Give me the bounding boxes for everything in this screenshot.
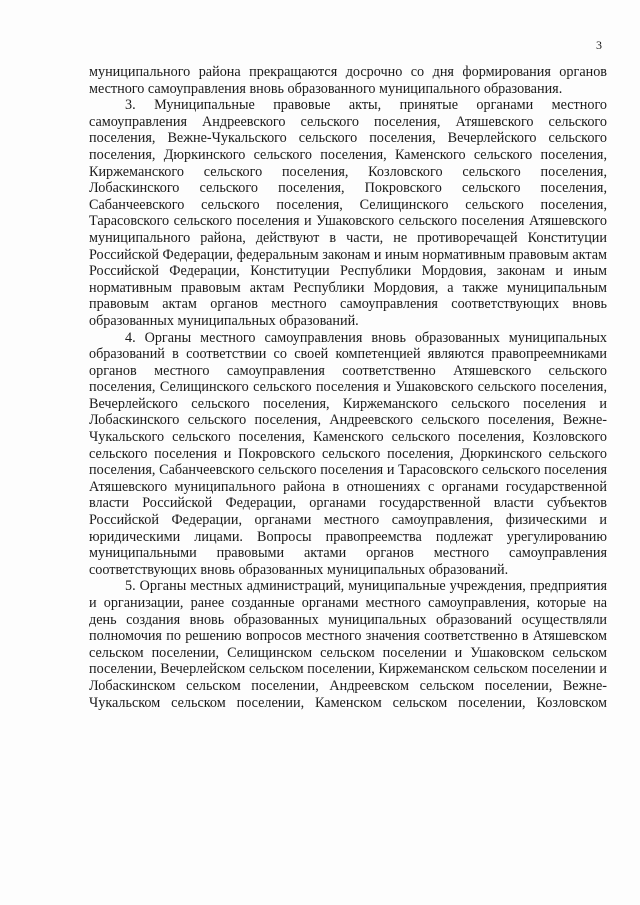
- paragraph-continuation: муниципального района прекращаются досрочно со дня формирования органов местного самоуправления вновь образованного муниципального образования.: [89, 64, 607, 97]
- document-body: [89, 64, 607, 711]
- paragraph-item-5: 5. Органы местных администраций, муниципальные учреждения, предприятия и организации, ранее созданные органами местного самоуправления, которые на день создания вновь образованных муниципальных образований осуществляли полномочия по решению вопросов местного значения соответственно в Атяшевском сельском поселении, Селищинском сельском поселении и Ушаковском сельском поселении, Вечерлейском сельском поселении, Киржеманском сельском поселении и Лобаскинском сельском поселении, Андреевском сельском поселении, Вежне-Чукальском сельском поселении, Каменском сельском поселении, Козловском: [89, 578, 607, 711]
- paragraph-item-3: 3. Муниципальные правовые акты, принятые органами местного самоуправления Андреевского сельского поселения, Атяшевского сельского поселения, Вежне-Чукальского сельского поселения, Вечерлейского сельского поселения, Дюркинского сельского поселения, Каменского сельского поселения, Киржеманского сельского поселения, Козловского сельского поселения, Лобаскинского сельского поселения, Покровского сельского поселения, Сабанчеевского сельского поселения, Селищинского сельского поселения, Тарасовского сельского поселения и Ушаковского сельского поселения Атяшевского муниципального района, действуют в части, не противоречащей Конституции Российской Федерации, федеральным законам и иным нормативным правовым актам Российской Федерации, Конституции Республики Мордовия, законам и иным нормативным правовым актам Республики Мордовия, а также муниципальным правовым актам органов местного самоуправления соответствующих вновь образованных муниципальных образований.: [89, 97, 607, 329]
- page-number: 3: [596, 38, 602, 52]
- paragraph-item-4: 4. Органы местного самоуправления вновь образованных муниципальных образований в соответствии со своей компетенцией являются правопреемниками органов местного самоуправления соответственно Атяшевского сельского поселения, Селищинского сельского поселения и Ушаковского сельского поселения, Вечерлейского сельского поселения, Киржеманского сельского поселения и Лобаскинского сельского поселения, Андреевского сельского поселения, Вежне-Чукальского сельского поселения, Каменского сельского поселения, Козловского сельского поселения и Покровского сельского поселения, Дюркинского сельского поселения, Сабанчеевского сельского поселения и Тарасовского сельского поселения Атяшевского муниципального района в отношениях с органами государственной власти Российской Федерации, органами государственной власти субъектов Российской Федерации, органами местного самоуправления, физическими и юридическими лицами. Вопросы правопреемства подлежат урегулированию муниципальными правовыми актами органов местного самоуправления соответствующих вновь образованных муниципальных образований.: [89, 329, 607, 578]
